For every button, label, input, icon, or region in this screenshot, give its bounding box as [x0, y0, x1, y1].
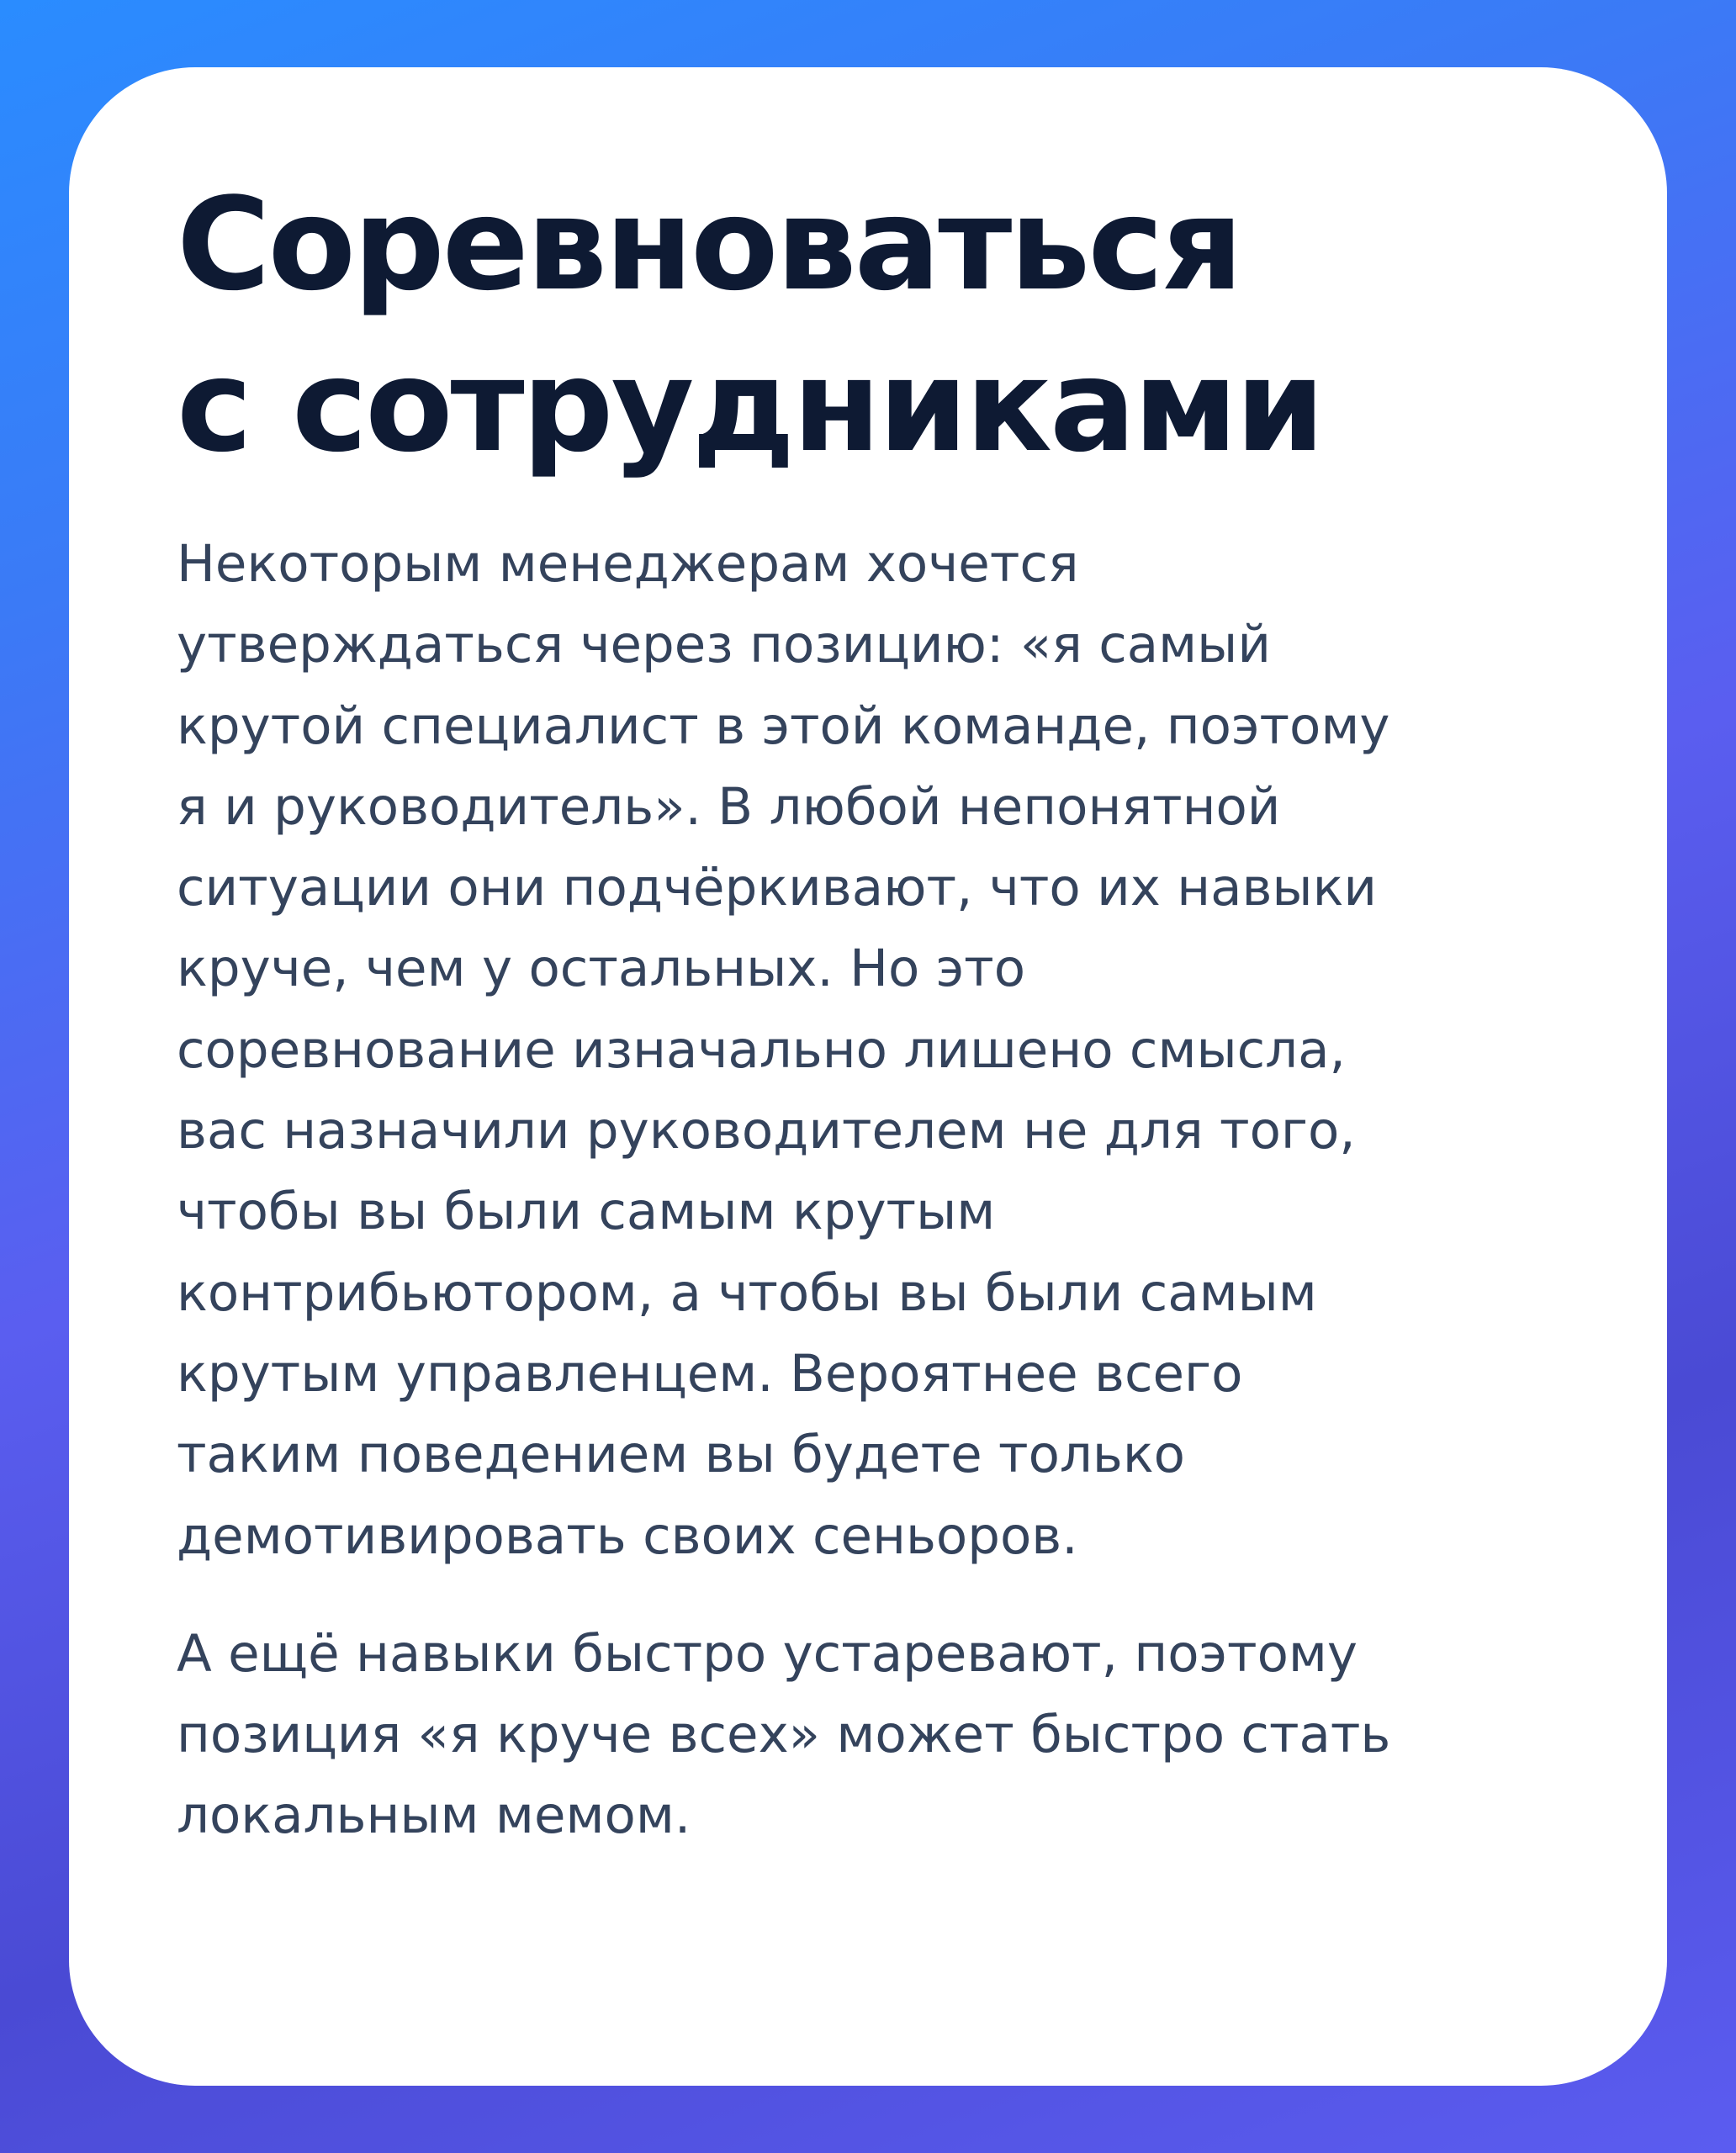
- text-line: демотивировать своих сеньоров.: [177, 1505, 1078, 1566]
- card-title: [177, 164, 1591, 487]
- text-line: соревнование изначально лишено смысла,: [177, 1019, 1346, 1080]
- text-line: крутой специалист в этой команде, поэтому: [177, 696, 1390, 756]
- title-line: Соревноваться: [177, 170, 1241, 319]
- body-paragraph-1: [177, 524, 1591, 1577]
- text-line: круче, чем у остальных. Но это: [177, 939, 1026, 999]
- content-card: [69, 67, 1667, 2086]
- text-line: ситуации они подчёркивают, что их навыки: [177, 858, 1378, 918]
- text-line: чтобы вы были самым крутым: [177, 1182, 996, 1242]
- text-line: вас назначили руководителем не для того,: [177, 1101, 1356, 1161]
- text-line: утверждаться через позицию: «я самый: [177, 615, 1271, 675]
- text-line: таким поведением вы будете только: [177, 1425, 1186, 1485]
- text-line: крутым управленцем. Вероятнее всего: [177, 1343, 1243, 1404]
- text-line: я и руководитель». В любой непонятной: [177, 776, 1281, 837]
- body-paragraph-2: [177, 1614, 1591, 1857]
- text-line: позиция «я круче всех» может быстро стать: [177, 1705, 1391, 1765]
- text-line: Некоторым менеджерам хочется: [177, 534, 1079, 594]
- text-line: локальным мемом.: [177, 1785, 691, 1846]
- text-line: А ещё навыки быстро устаревают, поэтому: [177, 1623, 1358, 1684]
- text-line: контрибьютором, а чтобы вы были самым: [177, 1262, 1317, 1323]
- title-line: с сотрудниками: [177, 331, 1323, 480]
